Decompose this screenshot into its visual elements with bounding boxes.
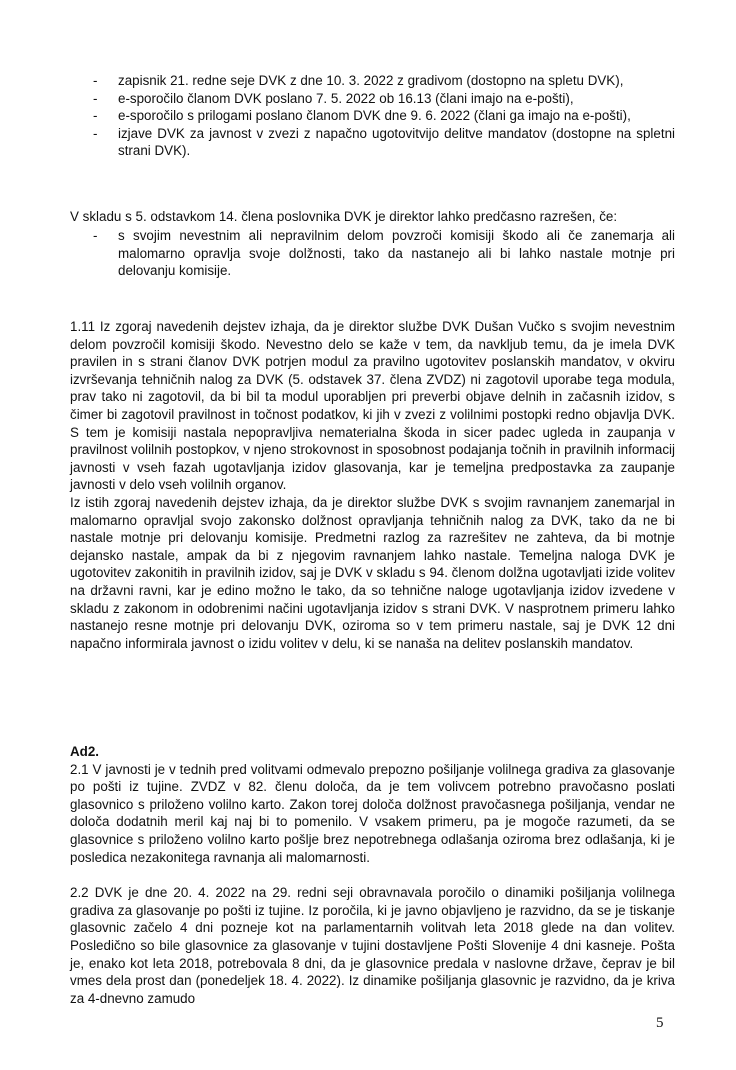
list-item [93, 72, 675, 90]
paragraph: Iz istih zgoraj navedenih dejstev izhaja, da je direktor službe DVK s svojim ravnanjem zanemarjal in malomarno opravljal svojo zakonsko dolžnost opravljanja tehničnih nalog za DVK, tako da ne bi nastale motnje pri delovanju komisije. Predmetni razlog za razrešitev ne zahteva, da bi motnje dejansko nastale, ampak da bi z njegovim ravnanjem lahko nastale. Temeljna naloga DVK je ugotovitev zakonitih in pravilnih izidov, saj je DVK v skladu s 94. členom dolžna ugotavljati izide volitev na državni ravni, kar je edino možno le tako, da so tehnične naloge ugotavljanja izidov izvedene v skladu z zakonom in odobrenimi načini ugotavljanja izidov s strani DVK. V nasprotnem primeru lahko nastanejo resne motnje pri delovanju DVK, oziroma so v tem primeru nastale, saj je DVK 12 dni napačno informirala javnost o izidu volitev v delu, ki se nanaša na delitev poslanskih mandatov. [70, 494, 675, 651]
page-number: 5 [656, 1015, 664, 1031]
paragraph: 1.11 Iz zgoraj navedenih dejstev izhaja, da je direktor službe DVK Dušan Vučko s svojim nevestnim delom povzročil komisiji škodo. Nevestno delo se kaže v tem, da navkljub temu, da je imela DVK pravilen in s strani članov DVK potrjen modul za pravilno ugotovitev poslanskih mandatov, v okviru izvrševanja tehničnih nalog za DVK (5. odstavek 37. člena ZVDZ) ni zagotovil uporabe tega modula, prav tako ni zagotovil, da bi bil ta modul uporabljen pri preverbi objave delnih in začasnih izidov, s čimer bi zagotovil pravilnost in točnost podatkov, ki jih v zvezi z volilnimi postopki redno objavlja DVK. S tem je komisiji nastala nepopravljiva nematerialna škoda in sicer padec ugleda in zaupanja v pravilnost volilnih postopkov, v njeno strokovnost in sposobnost podajanja točnih in pravilnih informacij javnosti v vseh fazah ugotavljanja izidov glasovanja, kar je temeljna predpostavka za zaupanje javnosti v delo vseh volilnih organov. [70, 319, 675, 493]
list-item-text: s svojim nevestnim ali nepravilnim delom povzroči komisiji škodo ali če zanemarja ali malomarno opravlja svoje dolžnosti, tako da nastanejo ali bi lahko nastale motnje pri delovanju komisije. [118, 228, 675, 279]
list-item-text: e-sporočilo članom DVK poslano 7. 5. 2022 ob 16.13 (člani imajo na e-pošti), [118, 90, 574, 106]
bullet-dash: - [93, 125, 98, 141]
bullet-dash: - [93, 108, 98, 124]
section-heading: Ad2. [70, 744, 100, 759]
section-1-11 [70, 318, 675, 652]
bullet-dash: - [93, 228, 98, 243]
list-item-text: izjave DVK za javnost v zvezi z napačno ugotovitvijo delitve mandatov (dostopne na spletni strani DVK). [118, 125, 675, 159]
list-item-text: e-sporočilo s prilogami poslano članom DVK dne 9. 6. 2022 (člani ga imajo na e-pošti), [118, 108, 631, 124]
bullet-dash: - [93, 90, 98, 106]
bullet-dash: - [93, 73, 98, 88]
dismissal-conditions-list [93, 227, 675, 280]
paragraph: 2.2 DVK je dne 20. 4. 2022 na 29. redni seji obravnavala poročilo o dinamiki pošiljanja volilnega gradiva za glasovanje po pošti iz tujine. Iz poročila, ki je javno objavljeno je razvidno, da se je tiskanje glasovnic začelo 4 dni pozneje kot na parlamentarnih volitvah leta 2018 glede na dan volitev. Posledično so bile glasovnice za glasovanje v tujini dostavljene Pošti Slovenije 4 dni kasneje. Pošta je, enako kot leta 2018, potrebovala 8 dni, da je glasovnice predala v naslovne države, čeprav je bil vmes dela prost dan (ponedeljek 18. 4. 2022). Iz dinamike pošiljanja glasovnic je razvidno, da je kriva za 4-dnevno zamudo [70, 885, 675, 1006]
list-item [93, 227, 675, 280]
intro-sentence: V skladu s 5. odstavkom 14. člena poslovnika DVK je direktor lahko predčasno razrešen, če: [70, 209, 618, 224]
list-item [93, 125, 675, 160]
list-item [93, 90, 675, 108]
list-item [93, 107, 675, 125]
evidence-list [93, 72, 675, 160]
paragraph: 2.1 V javnosti je v tednih pred volitvami odmevalo prepozno pošiljanje volilnega gradiva za glasovanje po pošti iz tujine. ZVDZ v 82. členu določa, da je tem volivcem potrebno pravočasno poslati glasovnico s priloženo volilno karto. Zakon torej določa dolžnost pravočasnega pošiljanja, vendar ne določa dodatnih meril kaj naj bi to pomenilo. V vsakem primeru, pa je mogoče razumeti, da se glasovnice s priloženo volilno karto pošlje brez nepotrebnega odlašanja oziroma brez odlašanja, ki je posledica nezakonitega ravnanja ali malomarnosti. [70, 761, 675, 865]
list-item-text: zapisnik 21. redne seje DVK z dne 10. 3. 2022 z gradivom (dostopno na spletu DVK), [118, 73, 624, 88]
section-ad2 [70, 743, 675, 1007]
